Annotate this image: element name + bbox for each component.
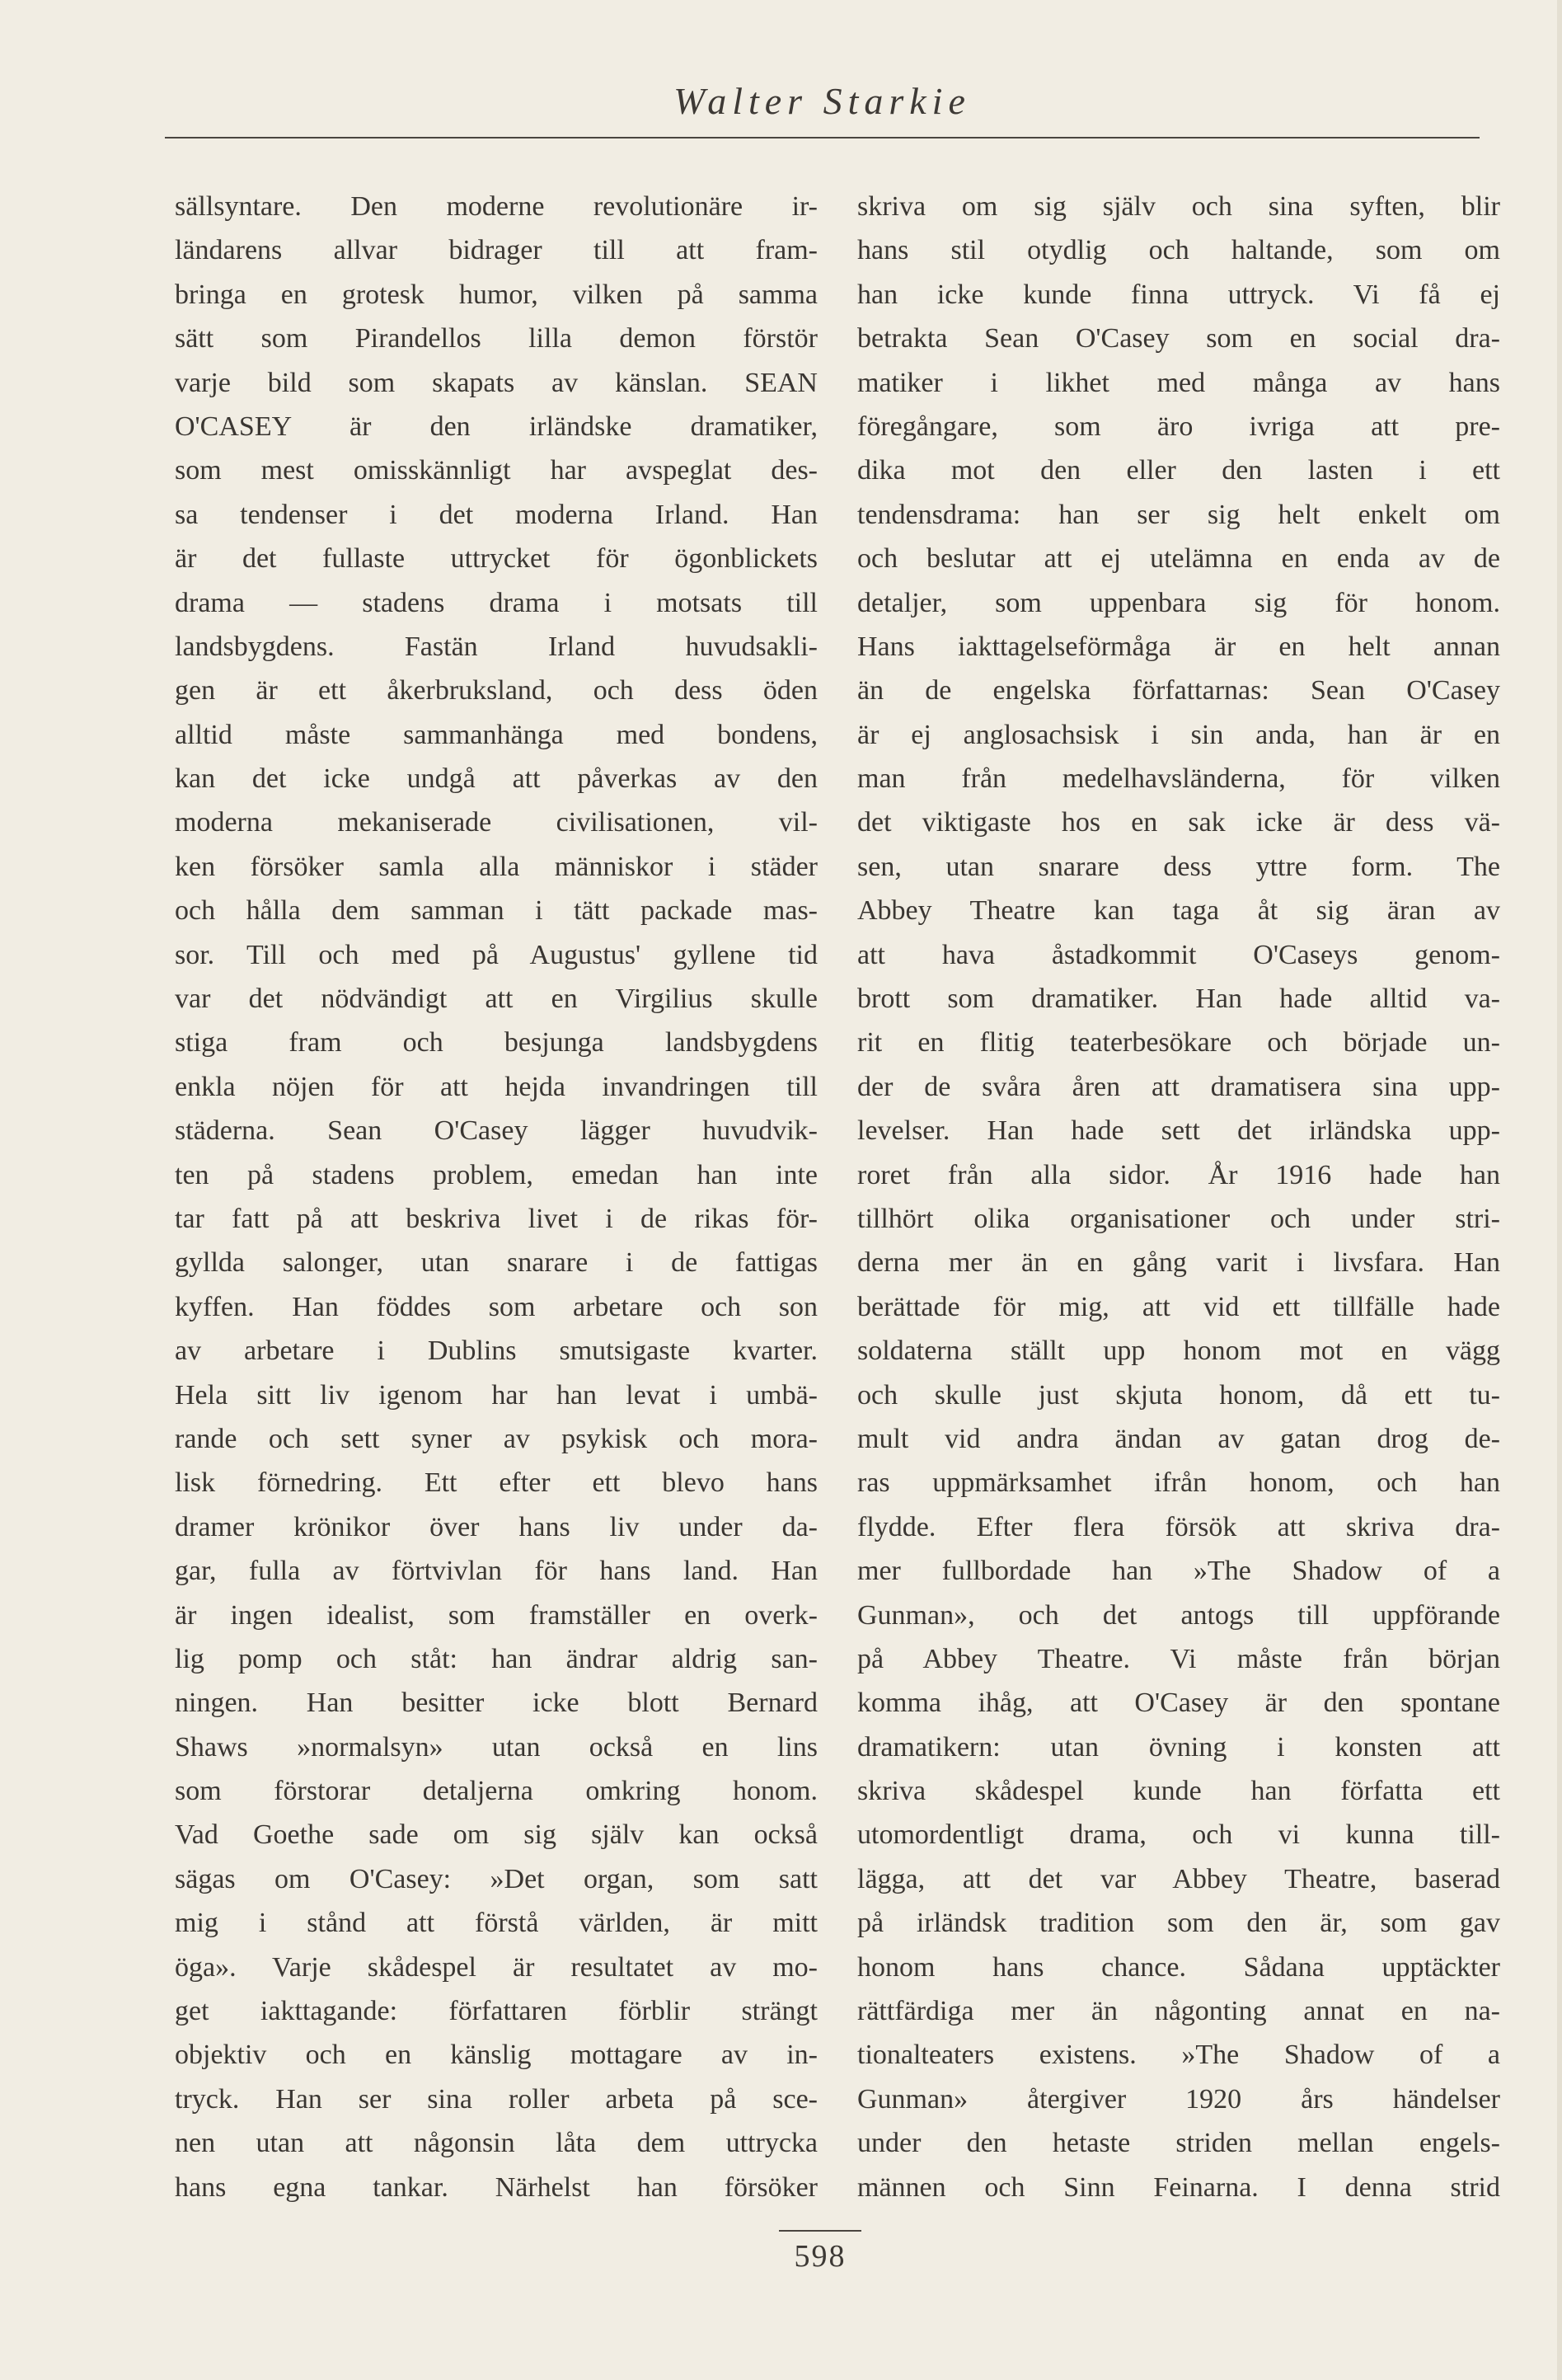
text-line: mig i stånd att förstå världen, är mitt — [175, 1908, 818, 1939]
text-line: föregångare, som äro ivriga att pre- — [857, 411, 1500, 442]
text-line: der de svåra åren att dramatisera sina upp- — [857, 1071, 1500, 1102]
text-line: enkla nöjen för att hejda invandringen till — [175, 1071, 818, 1102]
text-line: sägas om O'Casey: »Det organ, som satt — [175, 1863, 818, 1894]
text-line: sällsyntare. Den moderne revolutionäre ir- — [175, 191, 818, 222]
left-text-column — [175, 185, 818, 2209]
text-line: än de engelska författarnas: Sean O'Casey — [857, 675, 1500, 706]
text-line: Abbey Theatre kan taga åt sig äran av — [857, 895, 1500, 927]
text-line: moderna mekaniserade civilisationen, vil- — [175, 807, 818, 838]
text-line: kyffen. Han föddes som arbetare och son — [175, 1291, 818, 1322]
text-line: stiga fram och besjunga landsbygdens — [175, 1027, 818, 1059]
text-line: landsbygdens. Fastän Irland huvudsakli- — [175, 631, 818, 662]
text-line: på Abbey Theatre. Vi måste från början — [857, 1643, 1500, 1674]
text-line: och skulle just skjuta honom, då ett tu- — [857, 1379, 1500, 1411]
text-line: Vad Goethe sade om sig själv kan också — [175, 1819, 818, 1851]
text-line: brott som dramatiker. Han hade alltid va- — [857, 983, 1500, 1015]
text-line: roret från alla sidor. År 1916 hade han — [857, 1159, 1500, 1190]
text-line: varje bild som skapats av känslan. SEAN — [175, 367, 818, 398]
right-text-column — [857, 185, 1500, 2209]
text-line: ras uppmärksamhet ifrån honom, och han — [857, 1467, 1500, 1499]
text-line: O'CASEY är den irländske dramatiker, — [175, 411, 818, 442]
text-line: sa tendenser i det moderna Irland. Han — [175, 499, 818, 530]
text-line: dramer krönikor över hans liv under da- — [175, 1511, 818, 1542]
text-line: utomordentligt drama, och vi kunna till- — [857, 1819, 1500, 1851]
text-line: komma ihåg, att O'Casey är den spontane — [857, 1688, 1500, 1719]
text-line: gar, fulla av förtvivlan för hans land. Han — [175, 1556, 818, 1587]
text-line: mer fullbordade han »The Shadow of a — [857, 1556, 1500, 1587]
text-line: berättade för mig, att vid ett tillfälle hade — [857, 1291, 1500, 1322]
text-line: tionalteaters existens. »The Shadow of a — [857, 2040, 1500, 2071]
text-line: kan det icke undgå att påverkas av den — [175, 763, 818, 795]
text-line: Gunman», och det antogs till uppförande — [857, 1599, 1500, 1631]
text-line: bringa en grotesk humor, vilken på samma — [175, 279, 818, 310]
text-line: sätt som Pirandellos lilla demon förstör — [175, 323, 818, 354]
text-line: levelser. Han hade sett det irländska upp- — [857, 1115, 1500, 1147]
text-line: nen utan att någonsin låta dem uttrycka — [175, 2128, 818, 2159]
page-number-rule — [779, 2230, 861, 2232]
text-line: Gunman» återgiver 1920 års händelser — [857, 2083, 1500, 2115]
text-line: som mest omisskännligt har avspeglat des- — [175, 455, 818, 486]
text-line: get iakttagande: författaren förblir strängt — [175, 1996, 818, 2027]
text-line: var det nödvändigt att en Virgilius skulle — [175, 983, 818, 1015]
text-line: rättfärdiga mer än någonting annat en na- — [857, 1996, 1500, 2027]
text-line: rande och sett syner av psykisk och mora- — [175, 1423, 818, 1454]
text-line: städerna. Sean O'Casey lägger huvudvik- — [175, 1115, 818, 1147]
page-number: 598 — [794, 2239, 847, 2274]
text-line: Shaws »normalsyn» utan också en lins — [175, 1731, 818, 1763]
text-line: att hava åstadkommit O'Caseys genom- — [857, 939, 1500, 970]
text-line: det viktigaste hos en sak icke är dess vä- — [857, 807, 1500, 838]
text-line: tillhört olika organisationer och under stri- — [857, 1203, 1500, 1234]
text-line: är ej anglosachsisk i sin anda, han är en — [857, 719, 1500, 750]
text-line: sen, utan snarare dess yttre form. The — [857, 851, 1500, 882]
running-title: Walter Starkie — [673, 80, 971, 122]
text-line: sor. Till och med på Augustus' gyllene tid — [175, 939, 818, 970]
text-line: av arbetare i Dublins smutsigaste kvarter. — [175, 1336, 818, 1367]
text-line: och hålla dem samman i tätt packade mas- — [175, 895, 818, 927]
text-line: och beslutar att ej utelämna en enda av de — [857, 543, 1500, 575]
text-line: männen och Sinn Feinarna. I denna strid — [857, 2171, 1500, 2203]
text-line: ländarens allvar bidrager till att fram- — [175, 235, 818, 266]
text-line: hans egna tankar. Närhelst han försöker — [175, 2171, 818, 2203]
text-line: derna mer än en gång varit i livsfara. Han — [857, 1247, 1500, 1279]
text-line: betrakta Sean O'Casey som en social dra- — [857, 323, 1500, 354]
text-line: lisk förnedring. Ett efter ett blevo hans — [175, 1467, 818, 1499]
text-line: alltid måste sammanhänga med bondens, — [175, 719, 818, 750]
text-line: lägga, att det var Abbey Theatre, baserad — [857, 1863, 1500, 1894]
text-line: är det fullaste uttrycket för ögonblickets — [175, 543, 818, 575]
text-line: lig pomp och ståt: han ändrar aldrig san- — [175, 1643, 818, 1674]
text-line: dika mot den eller den lasten i ett — [857, 455, 1500, 486]
text-line: ningen. Han besitter icke blott Bernard — [175, 1688, 818, 1719]
text-line: skriva om sig själv och sina syften, blir — [857, 191, 1500, 222]
text-line: tendensdrama: han ser sig helt enkelt om — [857, 499, 1500, 530]
text-line: man från medelhavsländerna, för vilken — [857, 763, 1500, 795]
text-line: soldaterna ställt upp honom mot en vägg — [857, 1336, 1500, 1367]
text-line: ken försöker samla alla människor i städer — [175, 851, 818, 882]
text-line: är ingen idealist, som framställer en overk- — [175, 1599, 818, 1631]
text-line: rit en flitig teaterbesökare och började un- — [857, 1027, 1500, 1059]
text-line: matiker i likhet med många av hans — [857, 367, 1500, 398]
text-line: gyllda salonger, utan snarare i de fattigas — [175, 1247, 818, 1279]
text-line: dramatikern: utan övning i konsten att — [857, 1731, 1500, 1763]
text-line: öga». Varje skådespel är resultatet av mo- — [175, 1951, 818, 1983]
text-line: under den hetaste striden mellan engels- — [857, 2128, 1500, 2159]
text-line: flydde. Efter flera försök att skriva dra- — [857, 1511, 1500, 1542]
text-line: Hans iakttagelseförmåga är en helt annan — [857, 631, 1500, 662]
text-line: hans stil otydlig och haltande, som om — [857, 235, 1500, 266]
text-line: på irländsk tradition som den är, som gav — [857, 1908, 1500, 1939]
text-line: skriva skådespel kunde han författa ett — [857, 1776, 1500, 1807]
text-line: tryck. Han ser sina roller arbeta på sce- — [175, 2083, 818, 2115]
text-line: han icke kunde finna uttryck. Vi få ej — [857, 279, 1500, 310]
text-line: mult vid andra ändan av gatan drog de- — [857, 1423, 1500, 1454]
text-line: objektiv och en känslig mottagare av in- — [175, 2040, 818, 2071]
header-rule — [165, 137, 1480, 138]
text-line: honom hans chance. Sådana upptäckter — [857, 1951, 1500, 1983]
text-line: gen är ett åkerbruksland, och dess öden — [175, 675, 818, 706]
text-line: som förstorar detaljerna omkring honom. — [175, 1776, 818, 1807]
text-line: tar fatt på att beskriva livet i de rikas för- — [175, 1203, 818, 1234]
text-line: Hela sitt liv igenom har han levat i umbä- — [175, 1379, 818, 1411]
text-line: detaljer, som uppenbara sig för honom. — [857, 587, 1500, 618]
text-line: ten på stadens problem, emedan han inte — [175, 1159, 818, 1190]
text-line: drama — stadens drama i motsats till — [175, 587, 818, 618]
